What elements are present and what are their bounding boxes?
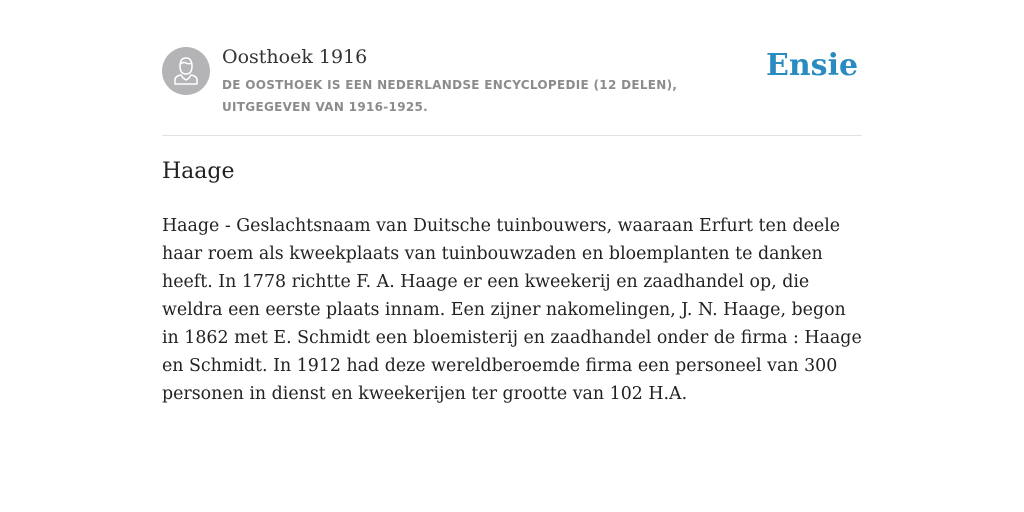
header-divider <box>162 135 862 136</box>
entry-title: Haage <box>162 159 235 184</box>
source-avatar[interactable] <box>162 47 210 95</box>
source-name[interactable]: Oosthoek 1916 <box>222 46 368 68</box>
source-header <box>162 44 862 120</box>
entry-body: Haage - Geslachtsnaam van Duitsche tuinbouwers, waaraan Erfurt ten deele haar roem als kweekplaats van tuinbouwzaden en bloemplanten te danken heeft. In 1778 richtte F. A. Haage er een kweekerij en zaadhandel op, die weldra een eerste plaats innam. Een zijner nakomelingen, J. N. Haage, begon in 1862 met E. Schmidt een bloemisterij en zaadhandel onder de firma : Haage en Schmidt. In 1912 had deze wereldberoemde firma een personeel van 300 personen in dienst en kweekerijen ter grootte van 102 H.A. <box>162 216 862 404</box>
source-description: DE OOSTHOEK IS EEN NEDERLANDSE ENCYCLOPEDIE (12 DELEN), UITGEGEVEN VAN 1916-1925. <box>222 78 678 114</box>
user-placeholder-icon <box>162 47 210 95</box>
ensie-logo-link[interactable]: Ensie <box>766 48 859 83</box>
